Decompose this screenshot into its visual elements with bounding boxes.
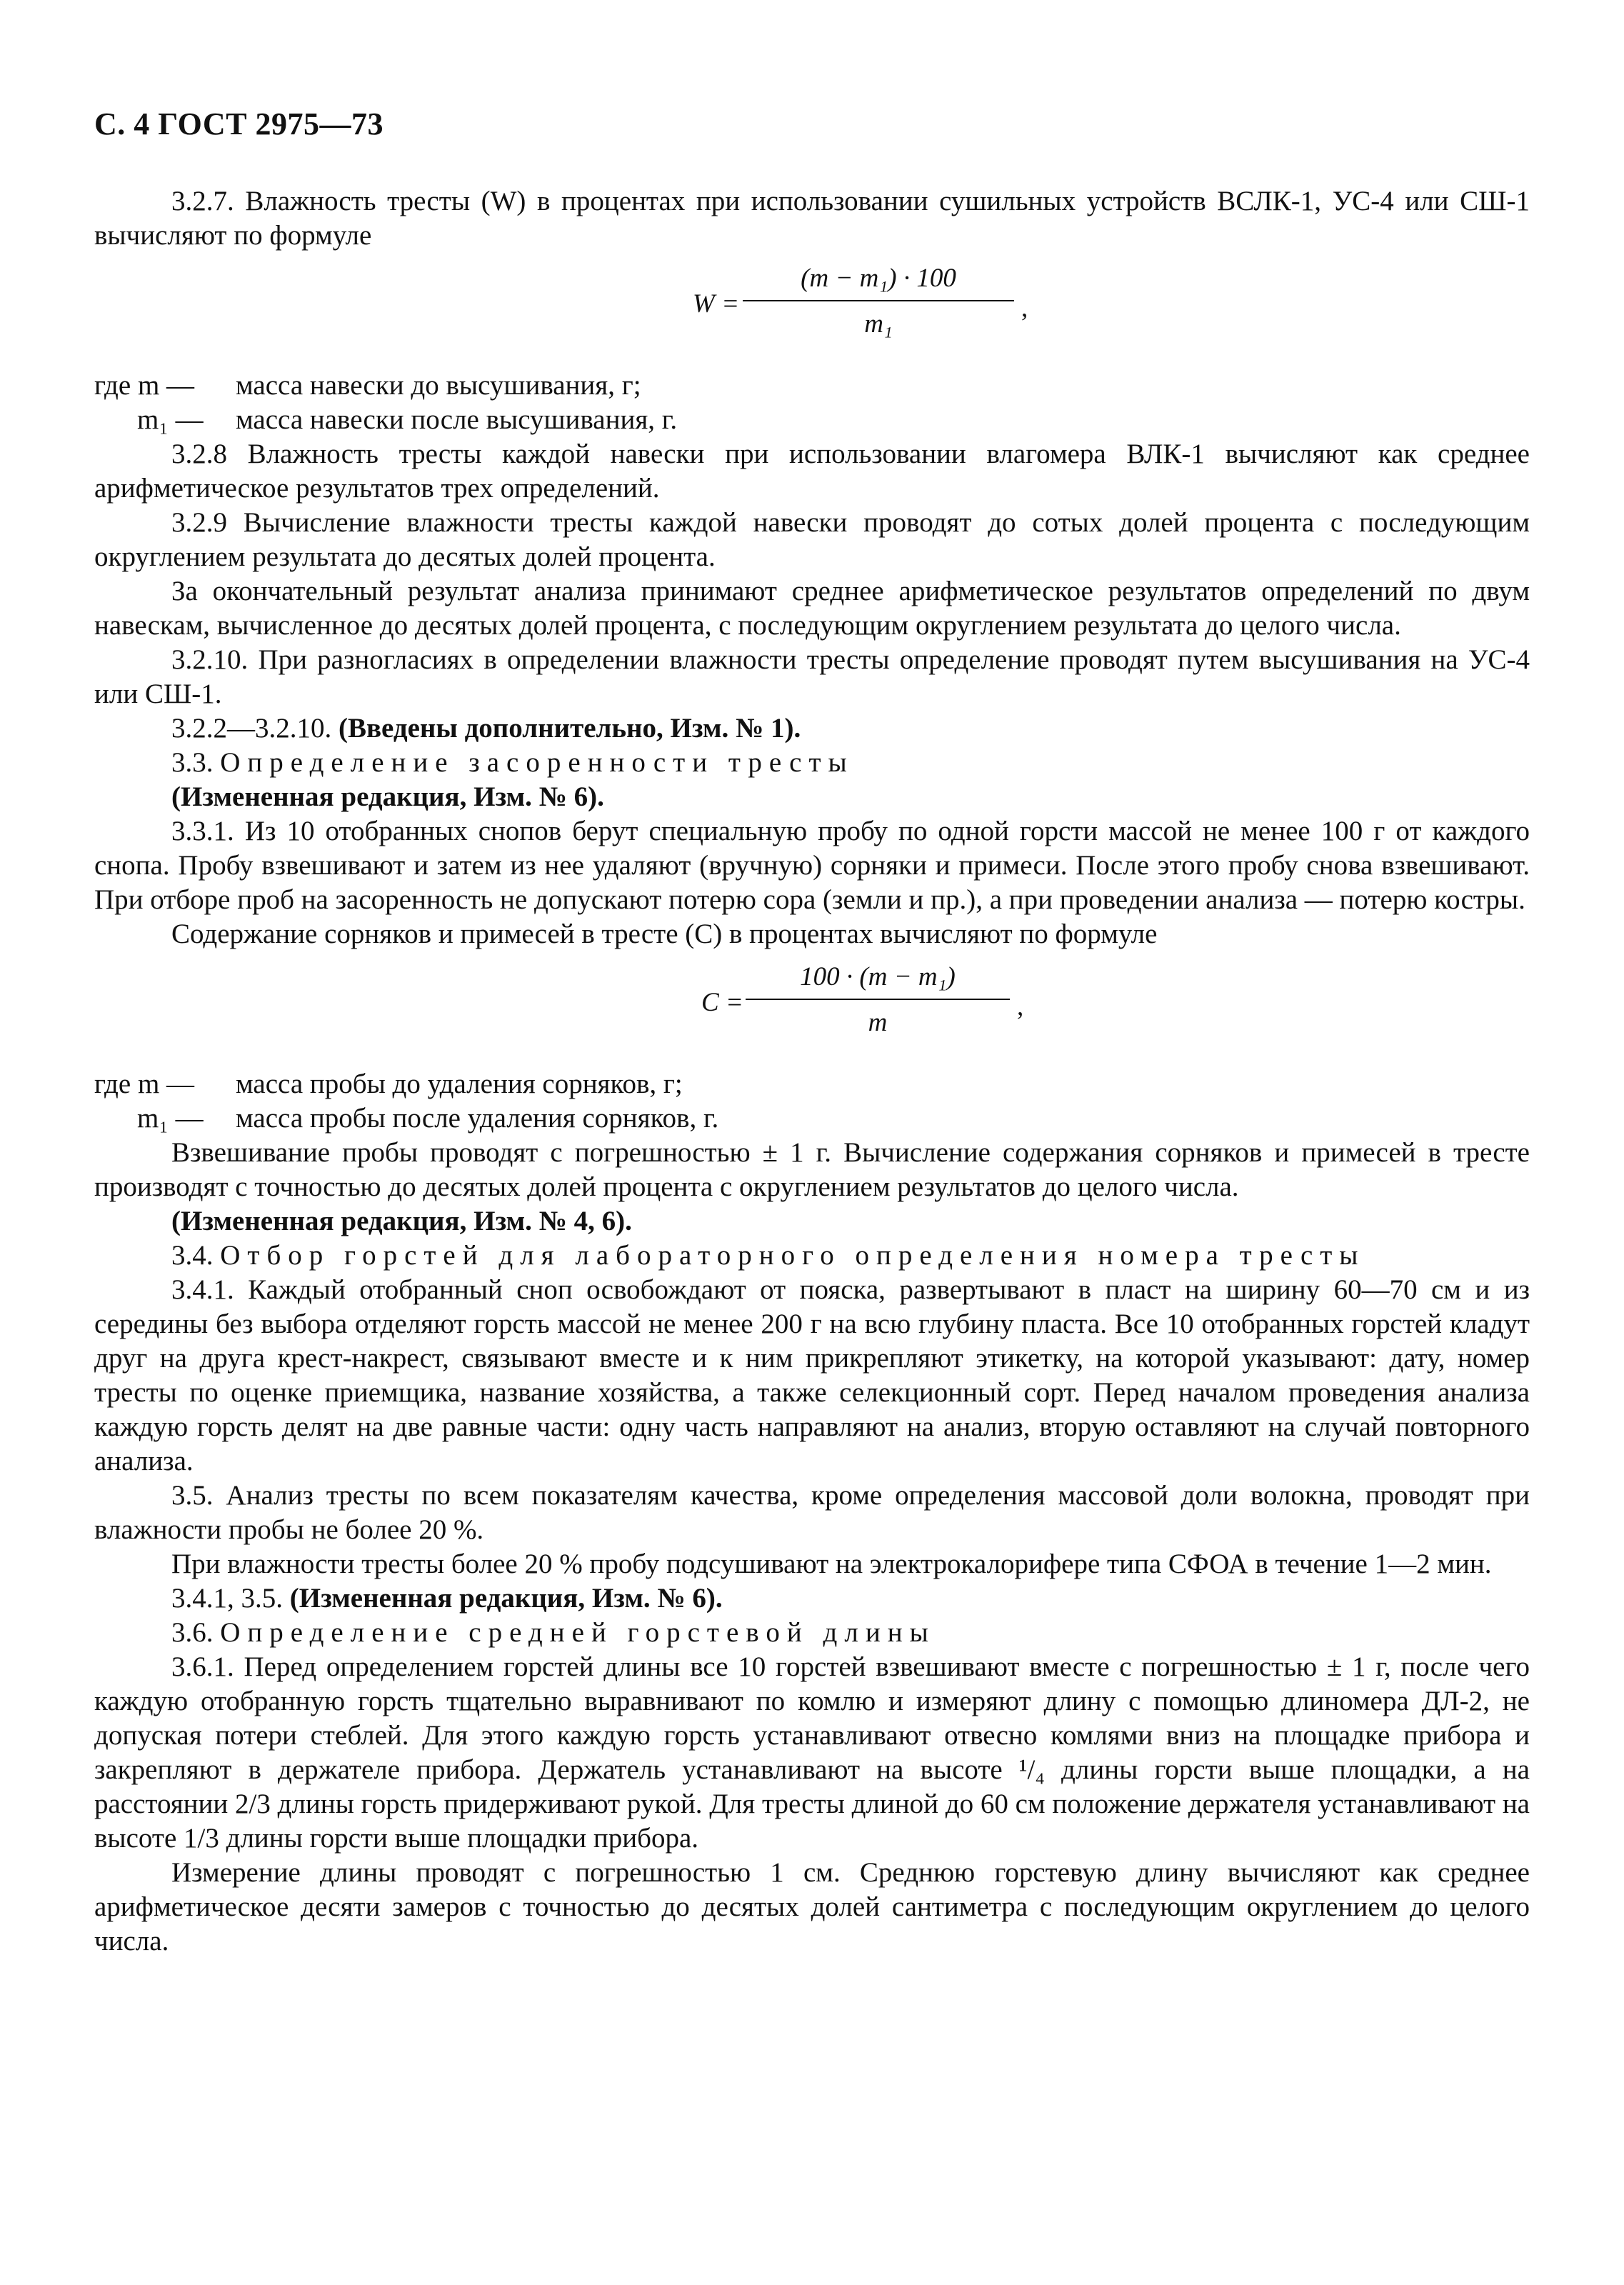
definition-symbol: где m — — [94, 1069, 195, 1099]
formula-c-lhs: C = — [701, 988, 743, 1017]
paragraph-3-5: 3.5. Анализ тресты по всем показателям качества, кроме определения массовой доли волокна, проводят при влажности пробы не более 20 %. — [94, 1480, 1530, 1545]
amendment-note-1 — [94, 711, 1530, 746]
paragraph-3-2-7: 3.2.7. Влажность тресты (W) в процентах при использовании сушильных устройств ВСЛК-1, УС-4 или СШ-1 вычисляют по формуле — [94, 186, 1530, 251]
section-number: 3.3. — [171, 747, 214, 778]
section-number: 3.4. — [171, 1240, 214, 1271]
paragraph-3-6-1-measurement: Измерение длины проводят с погрешностью 1 см. Среднюю горстевую длину вычисляют как среднее арифметическое десяти замеров с точностью до десятых долей сантиметра с последующим округлением до целого числа. — [94, 1857, 1530, 1956]
section-3-3-heading — [94, 746, 1530, 780]
paragraph-3-2-10: 3.2.10. При разногласиях в определении влажности тресты определение проводят путем высушивания на УС-4 или СШ-1. — [94, 644, 1530, 709]
fraction-bar — [743, 300, 1014, 301]
formula-c-numerator: 100 · (m − m₁) — [800, 962, 956, 991]
definition-text: масса пробы после удаления сорняков, г. — [236, 1103, 719, 1134]
definition-m — [94, 1067, 1530, 1101]
definition-m1 — [94, 403, 1530, 437]
definitions-w — [94, 369, 1530, 437]
section-number: 3.6. — [171, 1617, 214, 1648]
formula-w — [94, 256, 1530, 363]
definition-m1 — [94, 1101, 1530, 1136]
formula-w-denominator: m₁ — [864, 309, 893, 339]
definition-symbol: где m — — [94, 370, 195, 401]
amendment-text: (Измененная редакция, Изм. № 6). — [289, 1583, 723, 1614]
formula-c-comma: , — [1017, 992, 1024, 1021]
paragraph-3-2-9: 3.2.9 Вычисление влажности тресты каждой навески проводят до сотых долей процента с последующим округлением результата до десятых долей процента. — [94, 507, 1530, 572]
section-3-6-heading — [94, 1616, 1530, 1650]
definition-text: масса пробы до удаления сорняков, г; — [236, 1069, 683, 1099]
paragraph-3-2-8: 3.2.8 Влажность тресты каждой навески при использовании влагомера ВЛК-1 вычисляют как среднее арифметическое результатов трех определений. — [94, 439, 1530, 504]
amendment-prefix: 3.2.2—3.2.10. — [171, 713, 332, 744]
formula-c — [94, 954, 1530, 1061]
paragraph-3-3-1: 3.3.1. Из 10 отобранных снопов берут специальную пробу по одной горсти массой не менее 100 г от каждого снопа. Пробу взвешивают и затем из нее удаляют (вручную) сорняки и примеси. После этого пробу снова взвешивают. При отборе проб на засоренность не допускают потерю сора (земли и пр.), а при проведении анализа — потерю костры. — [94, 816, 1530, 915]
definition-m — [94, 369, 1530, 403]
section-3-4-heading — [94, 1239, 1530, 1273]
formula-w-lhs: W = — [693, 289, 740, 319]
definition-text: масса навески после высушивания, г. — [236, 404, 678, 435]
formula-w-numerator: (m − m₁) · 100 — [801, 264, 956, 293]
page-header: С. 4 ГОСТ 2975—73 — [94, 106, 384, 141]
formula-c-fraction — [746, 960, 1010, 1040]
section-title: Определение засоренности тресты — [220, 747, 854, 778]
section-title: Определение средней горстевой длины — [220, 1617, 936, 1648]
paragraph-3-3-1-formula-intro: Содержание сорняков и примесей в тресте (C) в процентах вычисляют по формуле — [171, 919, 1158, 949]
paragraph-3-6-1: 3.6.1. Перед определением горстей длины все 10 горстей взвешивают вместе с погрешностью ± 1 г, после чего каждую отобранную горсть тщательно выравнивают по комлю и измеряют длину с помощью длиномера ДЛ-2, не допуская потери стеблей. Для этого каждую горсть устанавливают отвесно комлями вниз на площадке прибора и закрепляют в держателе прибора. Держатель устанавливают на высоте ¹/₄ длины горсти выше площадки, а на расстоянии 2/3 длины горсть придерживают рукой. Для тресты длиной до 60 см положение держателя устанавливают на высоте 1/3 длины горсти выше площадки прибора. — [94, 1651, 1530, 1854]
document-body — [94, 184, 1530, 1959]
definitions-c — [94, 1067, 1530, 1136]
formula-w-fraction — [743, 261, 1014, 341]
paragraph-3-3-1-weighing: Взвешивание пробы проводят с погрешностью ± 1 г. Вычисление содержания сорняков и примесей в тресте производят с точностью до десятых долей процента с округлением результатов до целого числа. — [94, 1137, 1530, 1202]
formula-c-denominator: m — [868, 1008, 888, 1037]
paragraph-3-2-9-result: За окончательный результат анализа принимают среднее арифметическое результатов определений по двум навескам, вычисленное до десятых долей процента, с последующим округлением результата до целого числа. — [94, 576, 1530, 641]
amendment-note-4-6: (Измененная редакция, Изм. № 4, 6). — [171, 1206, 632, 1236]
paragraph-3-5-drying: При влажности тресты более 20 % пробу подсушивают на электрокалорифере типа СФОА в течение 1—2 мин. — [171, 1549, 1492, 1579]
definition-symbol: m₁ — — [137, 404, 204, 435]
definition-text: масса навески до высушивания, г; — [236, 370, 641, 401]
definition-symbol: m₁ — — [137, 1103, 204, 1134]
amendment-prefix: 3.4.1, 3.5. — [171, 1583, 283, 1614]
formula-w-comma: , — [1021, 294, 1028, 323]
paragraph-3-4-1: 3.4.1. Каждый отобранный сноп освобождают от пояска, развертывают в пласт на ширину 60—70 см и из середины без выбора отделяют горсть массой не менее 200 г на всю глубину пласта. Все 10 отобранных горстей кладут друг на друга крест-накрест, связывают вместе и к ним прикрепляют этикетку, на которой указывают: дату, номер тресты по оценке приемщика, название хозяйства, а также селекционный сорт. Перед началом проведения анализа каждую горсть делят на две равные части: одну часть направляют на анализ, вторую оставляют на случай повторного анализа. — [94, 1274, 1530, 1476]
section-title: Отбор горстей для лабораторного определения номера тресты — [220, 1240, 1365, 1271]
amendment-note-6: (Измененная редакция, Изм. № 6). — [171, 781, 604, 812]
fraction-bar — [746, 999, 1010, 1000]
amendment-note-6b — [94, 1581, 1530, 1616]
amendment-text: (Введены дополнительно, Изм. № 1). — [339, 713, 801, 744]
